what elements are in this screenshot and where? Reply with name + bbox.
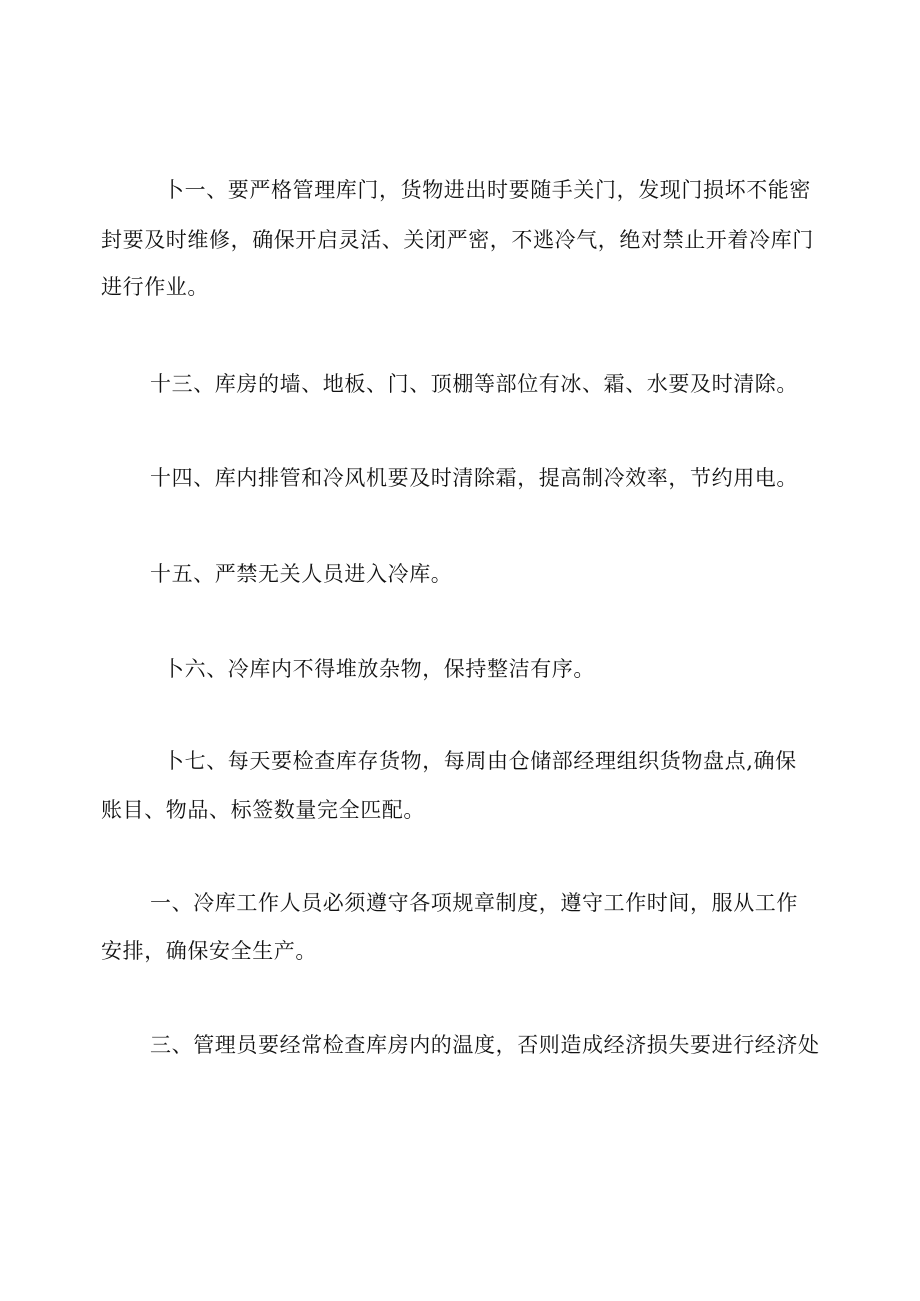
paragraph-2-line-1: 十三、库房的墙、地板、门、顶棚等部位有冰、霜、水要及时清除。: [150, 372, 798, 396]
paragraph-7-line-2: 安排，确保安全生产。: [101, 939, 317, 963]
paragraph-5-line-1: 卜六、冷库内不得堆放杂物，保持整洁有序。: [163, 657, 595, 681]
paragraph-6-line-1: 卜七、每天要检查库存货物，每周由仓储部经理组织货物盘点,确保: [163, 749, 797, 773]
paragraph-1-line-3: 进行作业。: [101, 275, 209, 299]
paragraph-1-line-1: 卜一、要严格管理库门，货物进出时要随手关门，发现门损坏不能密: [163, 178, 811, 202]
paragraph-3-line-1: 十四、库内排管和冷风机要及时清除霜，提高制冷效率，节约用电。: [150, 466, 798, 490]
paragraph-1-line-2: 封要及时维修，确保开启灵活、关闭严密，不逃冷气，绝对禁止开着冷库门: [101, 228, 814, 252]
paragraph-6-line-2: 账目、物品、标签数量完全匹配。: [101, 798, 425, 822]
paragraph-8-line-1: 三、管理员要经常检查库房内的温度，否则造成经济损失要进行经济处: [150, 1033, 820, 1057]
paragraph-7-line-1: 一、冷库工作人员必须遵守各项规章制度，遵守工作时间，服从工作: [150, 891, 798, 915]
paragraph-4-line-1: 十五、严禁无关人员进入冷库。: [150, 562, 453, 586]
